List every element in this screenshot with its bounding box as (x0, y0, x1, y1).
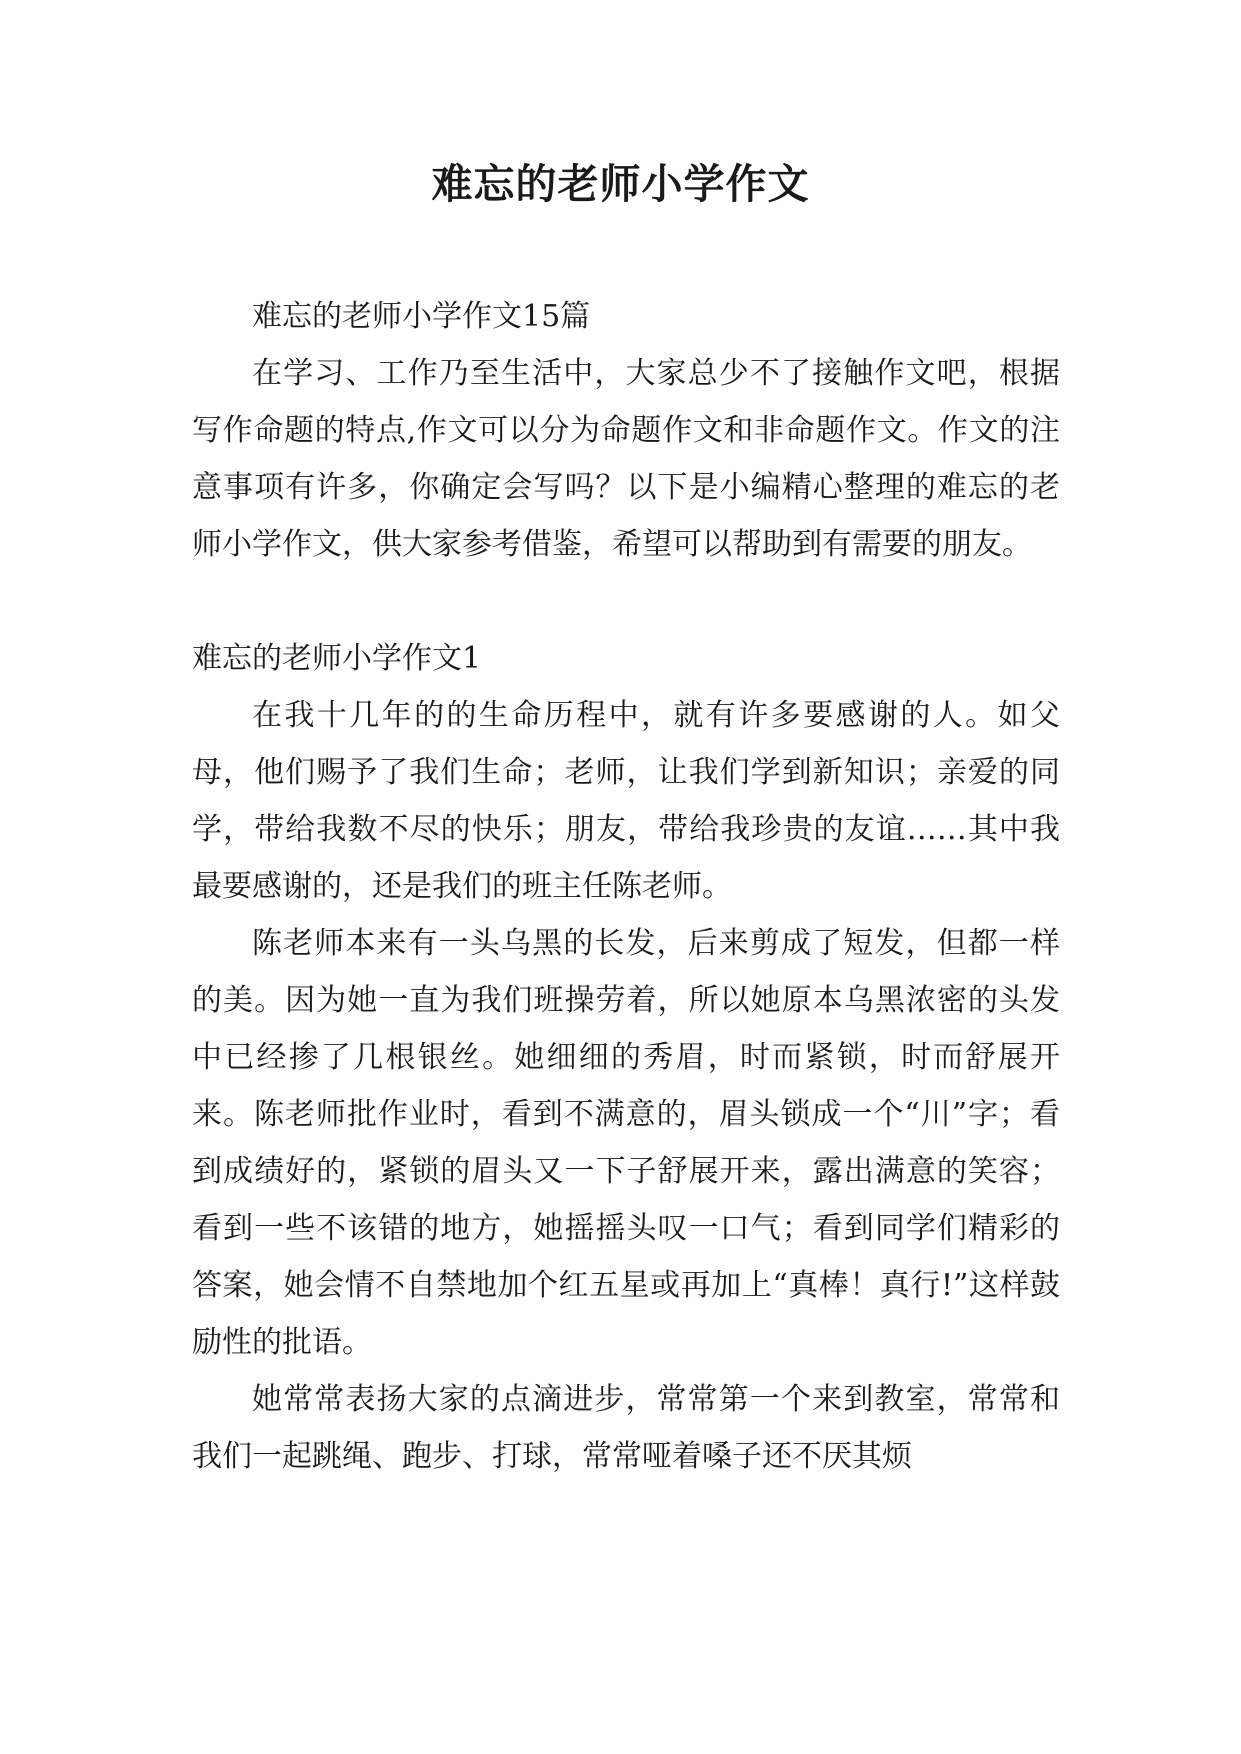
document-title: 难忘的老师小学作文 (431, 160, 810, 208)
section-heading: 难忘的老师小学作文1 (192, 641, 482, 676)
intro-paragraph: 在学习、工作乃至生活中，大家总少不了接触作文吧，根据写作命题的特点,作文可以分为命题作文和非命题作文。作文的注意事项有许多，你确定会写吗？以下是小编精心整理的难忘的老师小学作文，供大家参考借鉴，希望可以帮助到有需要的朋友。 (192, 356, 1060, 562)
document-body (192, 288, 1060, 1485)
document-subtitle: 难忘的老师小学作文15篇 (252, 299, 591, 334)
body-paragraph: 在我十几年的的生命历程中，就有许多要感谢的人。如父母，他们赐予了我们生命；老师，让我们学到新知识；亲爱的同学，带给我数不尽的快乐；朋友，带给我珍贵的友谊……其中我最要感谢的，还是我们的班主任陈老师。 (192, 698, 1060, 904)
body-paragraph: 陈老师本来有一头乌黑的长发，后来剪成了短发，但都一样的美。因为她一直为我们班操劳着，所以她原本乌黑浓密的头发中已经掺了几根银丝。她细细的秀眉，时而紧锁，时而舒展开来。陈老师批作业时，看到不满意的，眉头锁成一个“川”字；看到成绩好的，紧锁的眉头又一下子舒展开来，露出满意的笑容；看到一些不该错的地方，她摇摇头叹一口气；看到同学们精彩的答案，她会情不自禁地加个红五星或再加上“真棒！真行!”这样鼓励性的批语。 (192, 926, 1060, 1360)
body-paragraph: 她常常表扬大家的点滴进步，常常第一个来到教室，常常和我们一起跳绳、跑步、打球，常常哑着嗓子还不厌其烦 (192, 1382, 1060, 1474)
